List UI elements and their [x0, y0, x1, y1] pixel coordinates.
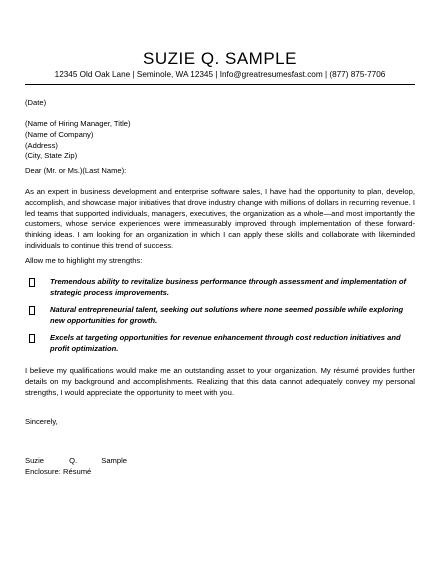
date-text: (Date) — [25, 98, 47, 107]
strength-text: Excels at targeting opportunities for revenue enhancement through cost reduction initiatives and profit optimization. — [50, 333, 401, 353]
signature-last: Sample — [101, 456, 127, 465]
bullet-box-icon — [29, 334, 35, 343]
list-item — [25, 305, 415, 326]
closing — [25, 417, 415, 428]
recipient-line: (Name of Company) — [25, 129, 94, 139]
enclosure-line: Enclosure: Résumé — [25, 466, 92, 476]
list-item — [25, 277, 415, 298]
bullet-box-icon — [29, 278, 35, 287]
opening-paragraph — [25, 187, 415, 252]
strength-text: Tremendous ability to revitalize business performance through assessment and implementation of strategic process improvements. — [50, 277, 407, 297]
recipient-line: (City, State Zip) — [25, 151, 78, 161]
signature-middle: Q. — [69, 456, 78, 465]
signature-first: Suzie — [25, 456, 44, 465]
closing-paragraph — [25, 366, 415, 398]
contact-line: 12345 Old Oak Lane | Seminole, WA 12345 | Info@greatresumesfast.com | (877) 875-7706 — [54, 70, 386, 79]
salutation-text: Dear (Mr. or Ms.)(Last Name): — [25, 166, 127, 175]
salutation — [25, 166, 415, 177]
recipient-line: (Address) — [25, 140, 58, 150]
date-line — [25, 98, 415, 109]
strength-text: Natural entrepreneurial talent, seeking out solutions where none seemed possible while exploring new opportunities for growth. — [50, 305, 404, 325]
header-divider — [25, 84, 415, 85]
applicant-name: SUZIE Q. SAMPLE — [143, 49, 297, 68]
recipient-block — [25, 119, 415, 162]
intro-text: Allow me to highlight my strengths: — [25, 256, 143, 265]
paragraph-text: As an expert in business development and enterprise software sales, I have had the opportunity to plan, develop, accomplish, and showcase major initiatives that drove industry change with millions of dollars in recurring revenue. I led teams that supported individuals, managers, executives, the organization as a whole—and most importantly the customers, whose service experiences were immeasurably improved through implementation of these forward-thinking ideas. I am looking for an organization in which I can apply these skills and collaborate with likeminded individuals to continue this trend of success. — [25, 187, 415, 250]
recipient-line: (Name of Hiring Manager, Title) — [25, 119, 131, 128]
bullet-box-icon — [29, 306, 35, 315]
paragraph-text: I believe my qualifications would make me an outstanding asset to your organization. My résumé provides further details on my background and accomplishments. Realizing that this data cannot adequately convey my personal strengths, I would appreciate the opportunity to meet with you. — [25, 366, 415, 397]
list-item — [25, 333, 415, 354]
closing-text: Sincerely, — [25, 417, 58, 426]
strengths-list — [25, 277, 415, 362]
strengths-intro — [25, 256, 415, 267]
signature-block — [25, 456, 127, 478]
